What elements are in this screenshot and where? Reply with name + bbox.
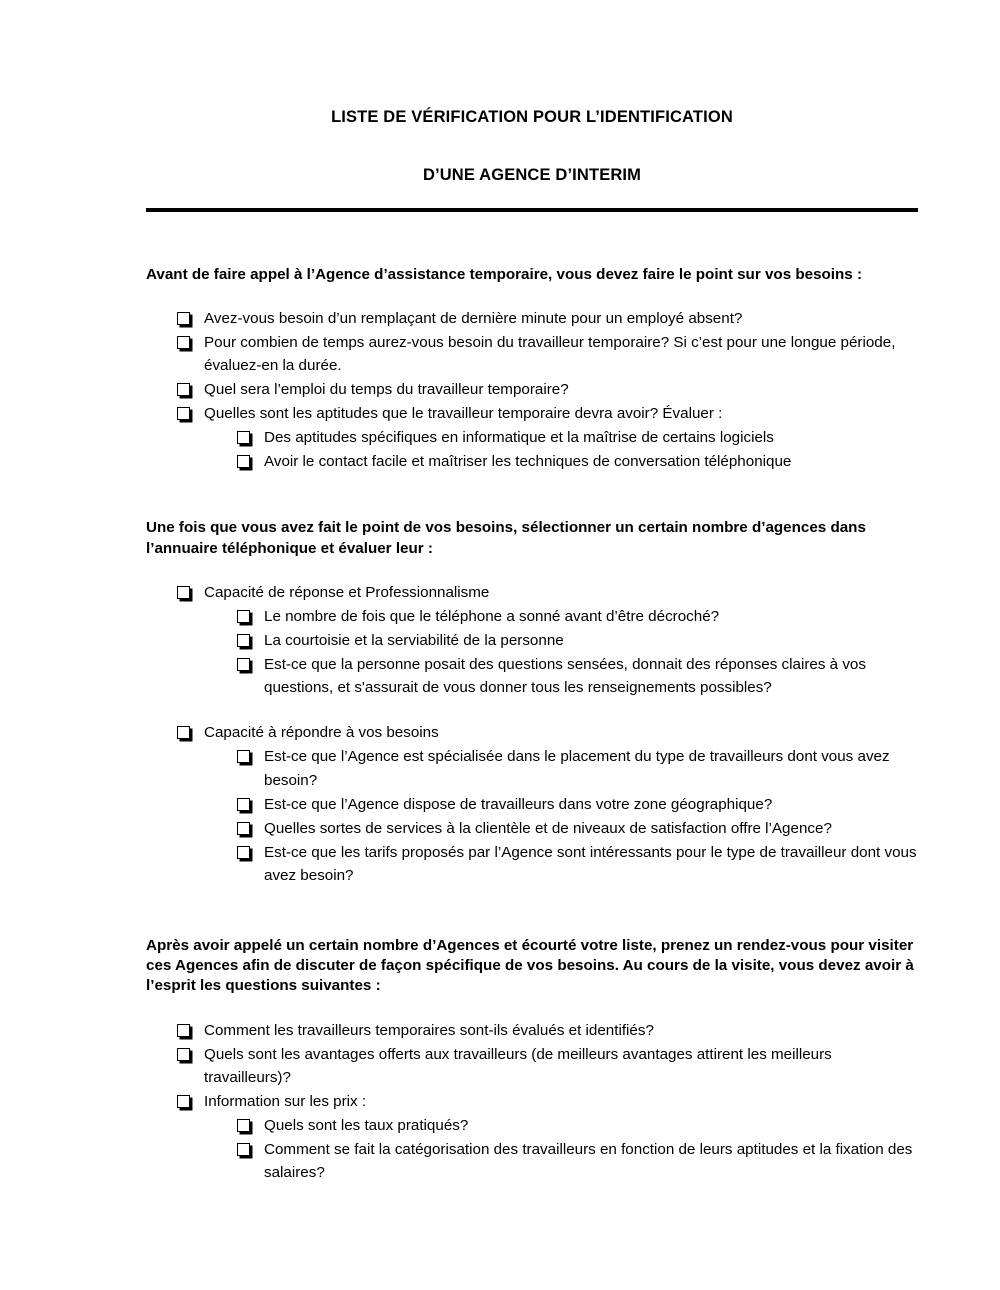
checklist-item[interactable] — [146, 1114, 918, 1137]
section-spacer — [146, 212, 918, 265]
checklist-item[interactable] — [146, 450, 918, 473]
checklist-item[interactable] — [146, 745, 918, 791]
section-intro-besoins: Avant de faire appel à l’Agence d’assistance temporaire, vous devez faire le point sur vos besoins : — [146, 265, 863, 283]
checkbox-icon[interactable] — [237, 1119, 250, 1132]
checkbox-icon[interactable] — [177, 1024, 190, 1037]
checklist-item-label: Est-ce que l’Agence est spécialisée dans le placement du type de travailleurs dont vous avez besoin? — [264, 748, 890, 789]
checklist-item[interactable] — [146, 817, 918, 840]
checklist-item[interactable] — [146, 1138, 918, 1184]
checklist-item[interactable] — [146, 1019, 918, 1042]
checkbox-icon[interactable] — [177, 336, 190, 349]
checklist-item[interactable] — [146, 605, 918, 628]
sections-container — [146, 212, 918, 1185]
section-intro-visite: Après avoir appelé un certain nombre d’Agences et écourté votre liste, prenez un rendez-vous pour visiter ces Agences afin de discuter de façon spécifique de vos besoins. Au cours de la visite, vous devez avoir à l’esprit les questions suivantes : — [146, 937, 914, 995]
checkbox-icon[interactable] — [237, 658, 250, 671]
checkbox-icon[interactable] — [177, 1048, 190, 1061]
checklist-item[interactable] — [146, 307, 918, 330]
checklist-item-label: Est-ce que les tarifs proposés par l’Agence sont intéressants pour le type de travailleur dont vous avez besoin? — [264, 843, 917, 884]
section-evaluer-agences — [146, 518, 918, 887]
checkbox-icon[interactable] — [237, 455, 250, 468]
checklist-visite — [146, 1019, 918, 1185]
section-spacer — [146, 474, 918, 518]
checkbox-icon[interactable] — [177, 1095, 190, 1108]
checklist-item-label: Capacité de réponse et Professionnalisme — [204, 583, 490, 601]
page-title-line-1: LISTE DE VÉRIFICATION POUR L’IDENTIFICATION — [331, 108, 733, 126]
checklist-besoins — [146, 307, 918, 474]
checkbox-icon[interactable] — [237, 634, 250, 647]
checklist-evaluer-agences — [146, 581, 918, 887]
checklist-item[interactable] — [146, 581, 918, 604]
checkbox-icon[interactable] — [177, 586, 190, 599]
checklist-item-label: Est-ce que l’Agence dispose de travailleurs dans votre zone géographique? — [264, 795, 773, 813]
checklist-item[interactable] — [146, 793, 918, 816]
section-intro-evaluer-agences: Une fois que vous avez fait le point de vos besoins, sélectionner un certain nombre d’agences dans l’annuaire téléphonique et évaluer leur : — [146, 519, 866, 557]
page-title-line-2: D’UNE AGENCE D’INTERIM — [422, 165, 642, 184]
checklist-item-label: Quels sont les taux pratiqués? — [264, 1117, 469, 1135]
section-spacer — [146, 888, 918, 936]
checklist-item-label: Capacité à répondre à vos besoins — [204, 724, 439, 742]
checklist-item-label: Comment les travailleurs temporaires sont-ils évalués et identifiés? — [204, 1021, 654, 1039]
document-title-block — [146, 0, 918, 212]
checklist-item[interactable] — [146, 378, 918, 401]
checklist-item-label: Quelles sont les aptitudes que le travailleur temporaire devra avoir? Évaluer : — [204, 405, 723, 423]
checklist-item[interactable] — [146, 629, 918, 652]
checklist-item-label: Est-ce que la personne posait des questions sensées, donnait des réponses claires à vos questions, et s'assurait de vous donner tous les renseignements possibles? — [264, 656, 866, 697]
checklist-item[interactable] — [146, 426, 918, 449]
section-besoins — [146, 265, 918, 474]
checklist-item-label: Avez-vous besoin d’un remplaçant de dernière minute pour un employé absent? — [204, 309, 743, 327]
checkbox-icon[interactable] — [237, 750, 250, 763]
checkbox-icon[interactable] — [237, 610, 250, 623]
checklist-item-label: Quelles sortes de services à la clientèle et de niveaux de satisfaction offre l’Agence? — [264, 819, 832, 837]
checklist-item[interactable] — [146, 331, 918, 377]
checklist-item[interactable] — [146, 653, 918, 699]
section-visite — [146, 936, 918, 1184]
checklist-item-label: Quel sera l’emploi du temps du travailleur temporaire? — [204, 381, 569, 399]
checklist-item-label: Comment se fait la catégorisation des travailleurs en fonction de leurs aptitudes et la fixation des salaires? — [264, 1141, 913, 1182]
checkbox-icon[interactable] — [177, 312, 190, 325]
checkbox-icon[interactable] — [237, 798, 250, 811]
checklist-item-label: Avoir le contact facile et maîtriser les techniques de conversation téléphonique — [264, 453, 792, 471]
checklist-item-label: Quels sont les avantages offerts aux travailleurs (de meilleurs avantages attirent les meilleurs travailleurs)? — [204, 1045, 832, 1086]
checklist-item[interactable] — [146, 1090, 918, 1113]
checklist-item[interactable] — [146, 402, 918, 425]
checklist-item-label: Pour combien de temps aurez-vous besoin du travailleur temporaire? Si c’est pour une longue période, évaluez-en la durée. — [204, 333, 896, 374]
checkbox-icon[interactable] — [177, 383, 190, 396]
document-body — [146, 0, 918, 1185]
checklist-item[interactable] — [146, 1043, 918, 1089]
checkbox-icon[interactable] — [237, 431, 250, 444]
checklist-item[interactable] — [146, 721, 918, 744]
checklist-item-label: Information sur les prix : — [204, 1092, 367, 1110]
checkbox-icon[interactable] — [237, 1143, 250, 1156]
checklist-item[interactable] — [146, 841, 918, 887]
checklist-item-label: Des aptitudes spécifiques en informatique et la maîtrise de certains logiciels — [264, 429, 774, 447]
checklist-item-label: Le nombre de fois que le téléphone a sonné avant d’être décroché? — [264, 608, 720, 625]
checkbox-icon[interactable] — [237, 822, 250, 835]
checklist-item-label: La courtoisie et la serviabilité de la personne — [264, 632, 564, 650]
checkbox-icon[interactable] — [177, 726, 190, 739]
checkbox-icon[interactable] — [237, 846, 250, 859]
list-group-spacer — [146, 700, 918, 721]
checkbox-icon[interactable] — [177, 407, 190, 420]
